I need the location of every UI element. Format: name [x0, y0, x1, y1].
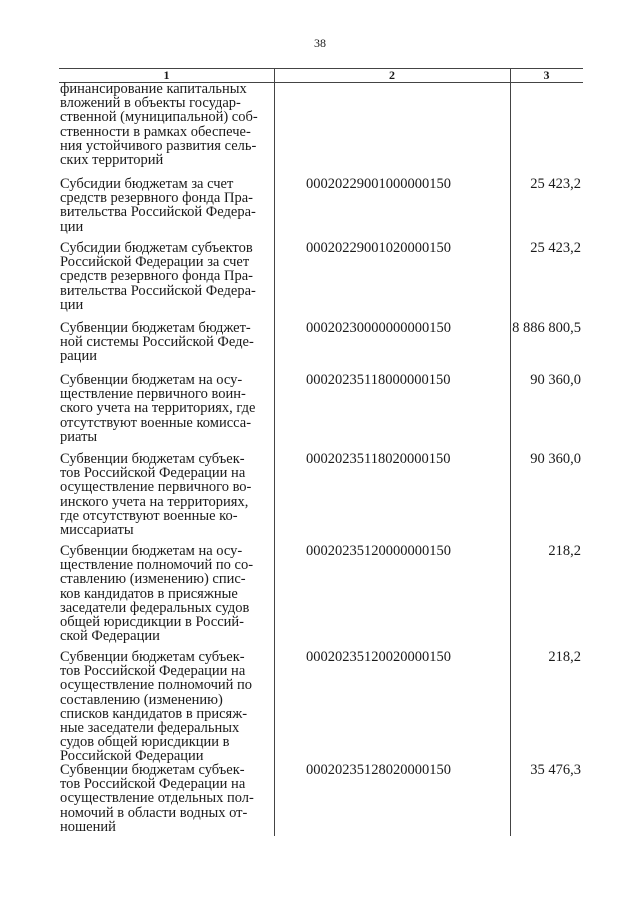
row-code: 00020235128020000150	[306, 762, 451, 778]
row-name: Субвенции бюджетам на осу- ществление первичного воин- ского учета на территориях, где отсутствуют военные комисса- риаты	[60, 372, 256, 445]
row-code: 00020235120000000150	[306, 543, 451, 559]
header-col-1: 1	[163, 68, 170, 82]
budget-table	[59, 68, 583, 836]
row-amount: 218,2	[548, 649, 581, 665]
row-code: 00020235118000000150	[306, 372, 451, 388]
row-name: Субвенции бюджетам на осу- ществление полномочий по со- ставлению (изменению) спис- ков кандидатов в присяжные заседатели федеральных судов общей юрисдикции в Россий- ской Федерации	[60, 543, 254, 645]
header-col-3: 3	[543, 68, 550, 82]
row-amount: 25 423,2	[530, 240, 581, 256]
row-amount: 35 476,3	[530, 762, 581, 778]
row-amount: 218,2	[548, 543, 581, 559]
row-code: 00020235120020000150	[306, 649, 451, 665]
row-name: Субсидии бюджетам субъектов Российской Федерации за счет средств резервного фонда Пра- вительства Российской Федера- ции	[60, 240, 256, 313]
row-amount: 8 886 800,5	[512, 320, 581, 336]
row-name: Субвенции бюджетам бюджет- ной системы Российской Феде- рации	[60, 320, 254, 365]
row-amount: 90 360,0	[530, 372, 581, 388]
page-number: 38	[314, 36, 326, 50]
row-name: Субвенции бюджетам субъек- тов Российской Федерации на осуществление отдельных пол- номочий в области водных от- ношений	[60, 762, 254, 835]
column-divider-1	[274, 68, 275, 836]
row-amount: 25 423,2	[530, 176, 581, 192]
row-code: 00020229001020000150	[306, 240, 451, 256]
row-name: финансирование капитальных вложений в объекты государ- ственной (муниципальной) соб- ственности в рамках обеспече- ния устойчивого развития сель- ских территорий	[60, 81, 258, 169]
header-col-2: 2	[389, 68, 395, 82]
row-name: Субвенции бюджетам субъек- тов Российской Федерации на осуществление полномочий по составлению (изменению) списков кандидатов в присяж- ные заседатели федеральных судов общей юрисдикции в Российской Федерации	[60, 649, 253, 765]
row-code: 00020229001000000150	[306, 176, 451, 192]
row-name: Субвенции бюджетам субъек- тов Российской Федерации на осуществление первичного во- инского учета на территориях, где отсутствуют военные ко- миссариаты	[60, 451, 252, 539]
row-name: Субсидии бюджетам за счет средств резервного фонда Пра- вительства Российской Федера- ции	[60, 176, 256, 235]
row-code: 00020230000000000150	[306, 320, 451, 336]
row-amount: 90 360,0	[530, 451, 581, 467]
row-code: 00020235118020000150	[306, 451, 451, 467]
